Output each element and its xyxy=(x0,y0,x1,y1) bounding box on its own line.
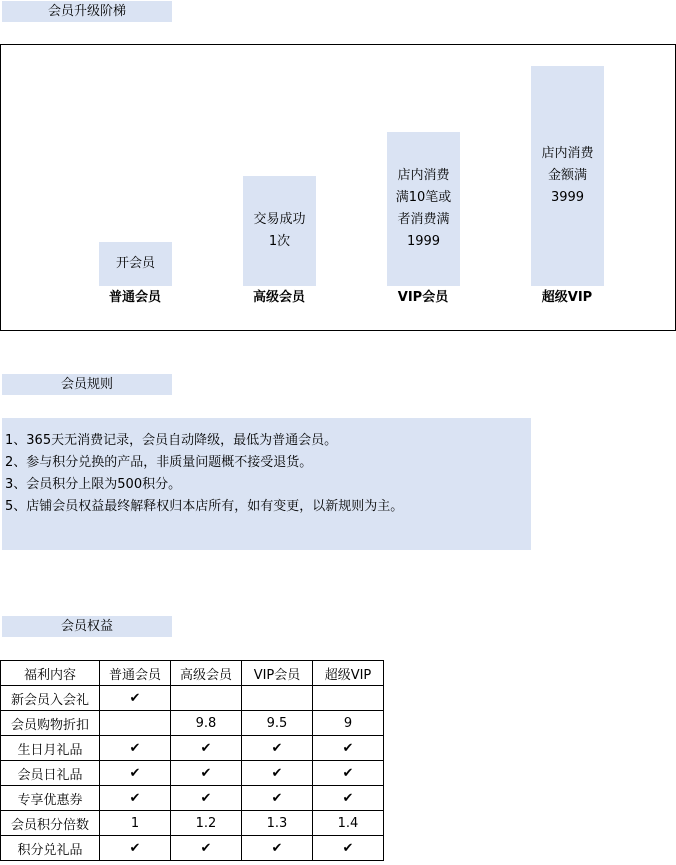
table-cell: 会员日礼品 xyxy=(1,761,100,786)
table-cell: ✔ xyxy=(313,761,384,786)
table-cell: ✔ xyxy=(313,736,384,761)
table-row xyxy=(1,786,384,811)
table-cell: ✔ xyxy=(171,761,242,786)
step-bar-vip: 店内消费 满10笔或 者消费满 1999 xyxy=(387,132,460,286)
table-row xyxy=(1,836,384,861)
upgrade-ladder xyxy=(0,44,676,331)
table-cell: ✔ xyxy=(242,836,313,861)
table-row xyxy=(1,686,384,711)
rule-item: 3、会员积分上限为500积分。 xyxy=(5,477,182,492)
table-cell: ✔ xyxy=(242,736,313,761)
table-cell: ✔ xyxy=(171,836,242,861)
table-cell: 积分兑礼品 xyxy=(1,836,100,861)
table-header-row xyxy=(1,661,384,686)
table-cell: ✔ xyxy=(100,786,171,811)
column-header: 高级会员 xyxy=(171,661,242,686)
table-cell: ✔ xyxy=(242,761,313,786)
column-header: 福利内容 xyxy=(1,661,100,686)
step-bar-basic: 开会员 xyxy=(99,242,172,286)
table-cell: 专享优惠券 xyxy=(1,786,100,811)
table-cell: ✔ xyxy=(242,786,313,811)
step-name-advanced: 高级会员 xyxy=(252,290,305,305)
step-name-basic: 普通会员 xyxy=(108,290,161,305)
column-header: 普通会员 xyxy=(100,661,171,686)
table-cell: 1 xyxy=(100,811,171,836)
rules-box xyxy=(2,418,531,550)
column-header: 超级VIP xyxy=(313,661,384,686)
table-cell: 会员积分倍数 xyxy=(1,811,100,836)
table-cell: ✔ xyxy=(100,836,171,861)
table-cell xyxy=(242,686,313,711)
table-cell: ✔ xyxy=(100,686,171,711)
step-name-vip: VIP会员 xyxy=(397,290,449,305)
table-cell: ✔ xyxy=(100,736,171,761)
section-title-ladder: 会员升级阶梯 xyxy=(2,1,172,22)
rule-item: 2、参与积分兑换的产品，非质量问题概不接受退货。 xyxy=(5,455,313,470)
table-cell: ✔ xyxy=(313,836,384,861)
table-cell: ✔ xyxy=(100,761,171,786)
step-name-super-vip: 超级VIP xyxy=(541,290,593,305)
rule-item: 1、365天无消费记录，会员自动降级，最低为普通会员。 xyxy=(5,433,338,448)
table-cell xyxy=(313,686,384,711)
table-row xyxy=(1,736,384,761)
table-row xyxy=(1,761,384,786)
table-cell: 会员购物折扣 xyxy=(1,711,100,736)
table-cell: 1.4 xyxy=(313,811,384,836)
table-cell xyxy=(100,711,171,736)
benefits-table xyxy=(0,660,384,861)
column-header: VIP会员 xyxy=(242,661,313,686)
table-cell xyxy=(171,686,242,711)
step-bar-super-vip: 店内消费 金额满 3999 xyxy=(531,66,604,286)
rule-item: 5、店铺会员权益最终解释权归本店所有，如有变更，以新规则为主。 xyxy=(5,499,404,514)
table-cell: ✔ xyxy=(313,786,384,811)
table-cell: 1.3 xyxy=(242,811,313,836)
step-bar-advanced: 交易成功 1次 xyxy=(243,176,316,286)
table-cell: 生日月礼品 xyxy=(1,736,100,761)
table-cell: 9 xyxy=(313,711,384,736)
table-cell: 新会员入会礼 xyxy=(1,686,100,711)
table-cell: ✔ xyxy=(171,786,242,811)
section-title-benefits: 会员权益 xyxy=(2,616,172,637)
section-title-rules: 会员规则 xyxy=(2,374,172,395)
table-row xyxy=(1,711,384,736)
table-cell: ✔ xyxy=(171,736,242,761)
table-cell: 9.5 xyxy=(242,711,313,736)
table-cell: 1.2 xyxy=(171,811,242,836)
table-cell: 9.8 xyxy=(171,711,242,736)
table-row xyxy=(1,811,384,836)
